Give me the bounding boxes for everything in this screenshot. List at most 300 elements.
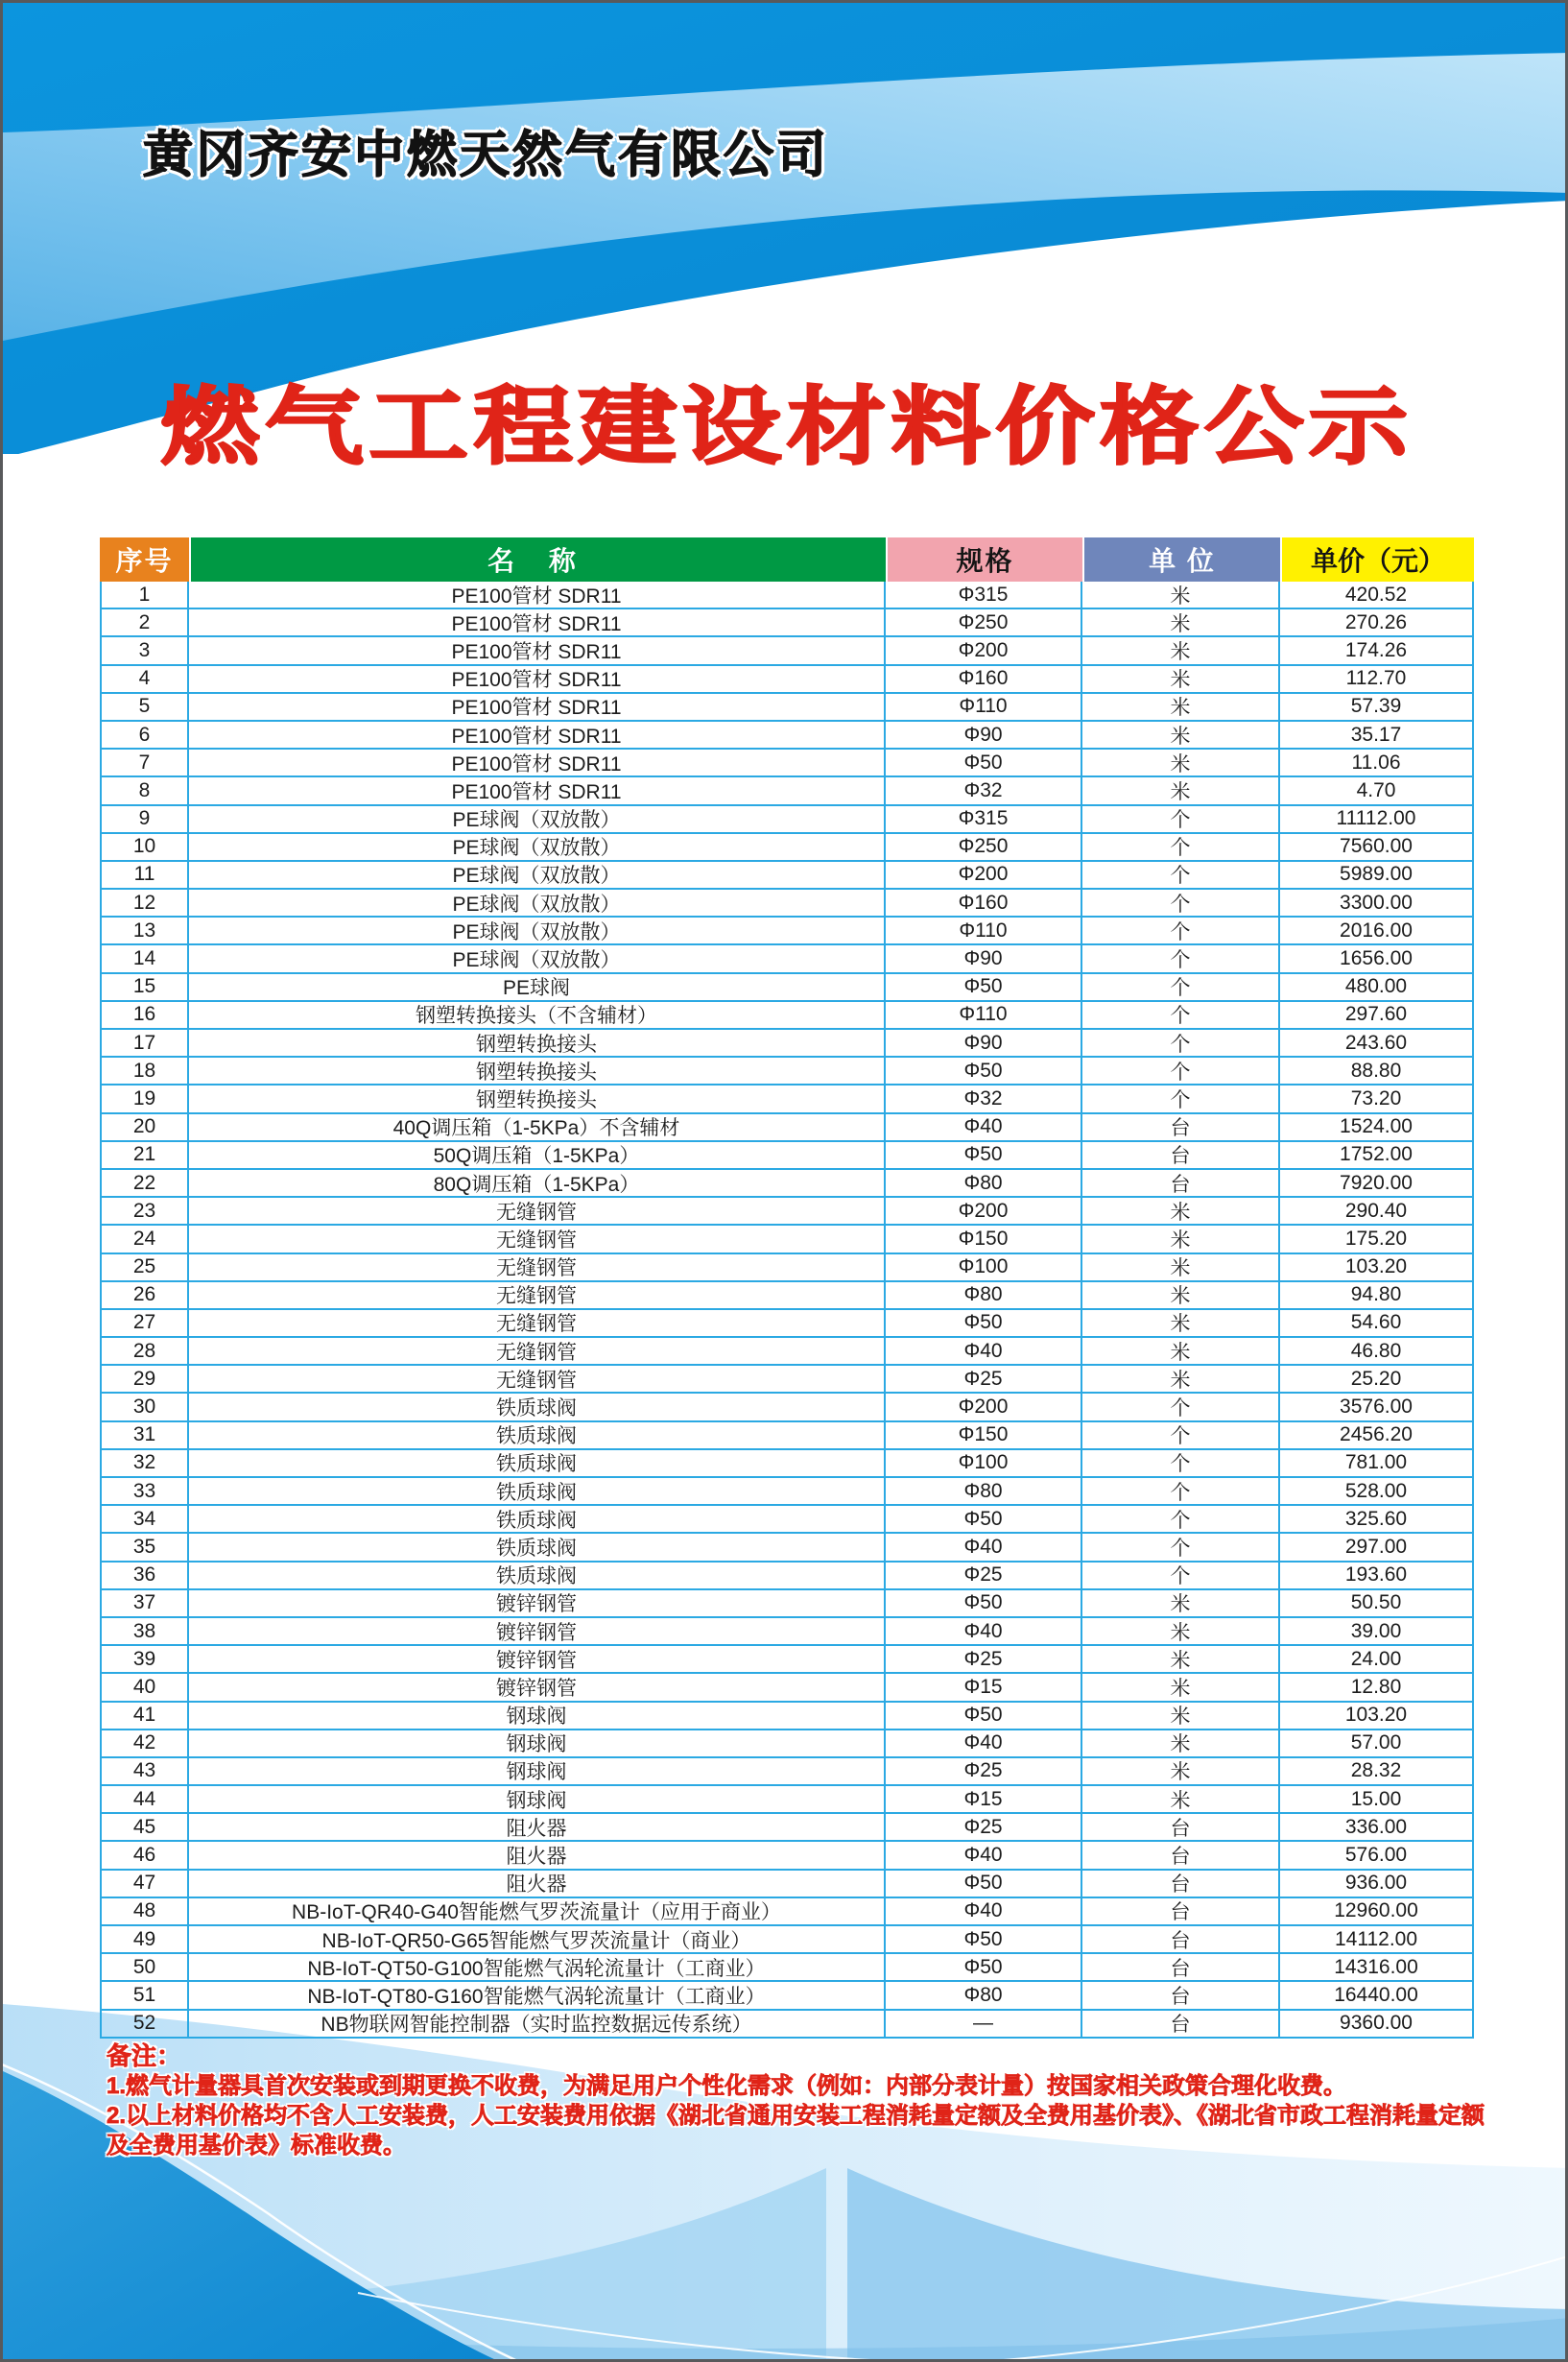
cell-name: PE100管材 SDR11	[189, 666, 886, 692]
cell-spec: Φ80	[886, 1282, 1082, 1308]
cell-index: 27	[100, 1310, 189, 1336]
cell-spec: Φ100	[886, 1450, 1082, 1476]
table-row	[100, 1982, 1474, 2010]
cell-spec: Φ40	[886, 1842, 1082, 1868]
column-header-price: 单价（元）	[1280, 537, 1474, 582]
table-row	[100, 1926, 1474, 1954]
cell-spec: Φ15	[886, 1674, 1082, 1700]
table-row	[100, 834, 1474, 862]
cell-name: 铁质球阀	[189, 1422, 886, 1448]
cell-spec: Φ32	[886, 1086, 1082, 1111]
cell-unit: 米	[1082, 1646, 1280, 1672]
cell-spec: Φ200	[886, 1198, 1082, 1224]
cell-price: 193.60	[1280, 1563, 1474, 1588]
cell-index: 37	[100, 1590, 189, 1616]
cell-unit: 台	[1082, 1926, 1280, 1952]
table-row	[100, 1478, 1474, 1506]
cell-name: 钢球阀	[189, 1703, 886, 1729]
cell-price: 480.00	[1280, 974, 1474, 1000]
cell-price: 576.00	[1280, 1842, 1474, 1868]
cell-unit: 个	[1082, 974, 1280, 1000]
cell-unit: 米	[1082, 1703, 1280, 1729]
cell-name: 铁质球阀	[189, 1506, 886, 1532]
cell-name: PE球阀（双放散）	[189, 834, 886, 860]
table-row	[100, 1114, 1474, 1142]
cell-price: 14316.00	[1280, 1954, 1474, 1980]
table-body	[100, 582, 1474, 2039]
cell-price: 2456.20	[1280, 1422, 1474, 1448]
table-row	[100, 1198, 1474, 1226]
cell-unit: 米	[1082, 1282, 1280, 1308]
cell-unit: 个	[1082, 1394, 1280, 1420]
cell-index: 24	[100, 1226, 189, 1252]
cell-index: 18	[100, 1058, 189, 1084]
cell-price: 2016.00	[1280, 918, 1474, 943]
cell-unit: 米	[1082, 1674, 1280, 1700]
table-row	[100, 1814, 1474, 1842]
cell-unit: 个	[1082, 1058, 1280, 1084]
cell-index: 6	[100, 722, 189, 748]
price-table	[100, 537, 1474, 2039]
cell-unit: 米	[1082, 750, 1280, 775]
cell-spec: Φ50	[886, 1926, 1082, 1952]
cell-price: 50.50	[1280, 1590, 1474, 1616]
cell-name: 铁质球阀	[189, 1450, 886, 1476]
table-row	[100, 1422, 1474, 1450]
cell-unit: 台	[1082, 1142, 1280, 1168]
cell-index: 52	[100, 2011, 189, 2037]
cell-name: 镀锌钢管	[189, 1674, 886, 1700]
cell-price: 73.20	[1280, 1086, 1474, 1111]
cell-name: 铁质球阀	[189, 1563, 886, 1588]
cell-name: 钢塑转换接头（不含辅材）	[189, 1002, 886, 1028]
cell-index: 1	[100, 582, 189, 608]
table-row	[100, 1618, 1474, 1646]
notes-label: 备注：	[107, 2041, 182, 2070]
cell-spec: Φ25	[886, 1758, 1082, 1784]
cell-price: 57.39	[1280, 694, 1474, 720]
cell-price: 39.00	[1280, 1618, 1474, 1644]
table-row	[100, 1842, 1474, 1870]
cell-name: 钢球阀	[189, 1758, 886, 1784]
cell-name: 无缝钢管	[189, 1226, 886, 1252]
cell-price: 1524.00	[1280, 1114, 1474, 1140]
cell-index: 33	[100, 1478, 189, 1504]
cell-price: 7560.00	[1280, 834, 1474, 860]
cell-name: PE100管材 SDR11	[189, 750, 886, 775]
column-header-unit: 单 位	[1082, 537, 1280, 582]
cell-index: 15	[100, 974, 189, 1000]
cell-name: 钢塑转换接头	[189, 1030, 886, 1056]
cell-unit: 米	[1082, 1590, 1280, 1616]
table-row	[100, 637, 1474, 665]
cell-price: 5989.00	[1280, 862, 1474, 888]
cell-price: 12960.00	[1280, 1898, 1474, 1924]
cell-unit: 米	[1082, 1758, 1280, 1784]
cell-unit: 米	[1082, 1198, 1280, 1224]
cell-price: 14112.00	[1280, 1926, 1474, 1952]
cell-spec: Φ50	[886, 1703, 1082, 1729]
cell-price: 175.20	[1280, 1226, 1474, 1252]
cell-index: 22	[100, 1170, 189, 1196]
cell-unit: 台	[1082, 1871, 1280, 1897]
table-row	[100, 777, 1474, 805]
cell-index: 44	[100, 1786, 189, 1812]
table-row	[100, 1786, 1474, 1814]
cell-name: PE球阀（双放散）	[189, 862, 886, 888]
cell-index: 36	[100, 1563, 189, 1588]
cell-name: NB-IoT-QT80-G160智能燃气涡轮流量计（工商业）	[189, 1982, 886, 2008]
cell-index: 16	[100, 1002, 189, 1028]
cell-price: 103.20	[1280, 1254, 1474, 1280]
cell-name: PE球阀（双放散）	[189, 806, 886, 832]
cell-index: 30	[100, 1394, 189, 1420]
table-row	[100, 1002, 1474, 1030]
cell-price: 336.00	[1280, 1814, 1474, 1840]
cell-index: 8	[100, 777, 189, 803]
table-row	[100, 750, 1474, 777]
column-header-index: 序号	[100, 537, 189, 582]
cell-price: 15.00	[1280, 1786, 1474, 1812]
cell-index: 46	[100, 1842, 189, 1868]
cell-name: PE球阀	[189, 974, 886, 1000]
cell-index: 29	[100, 1366, 189, 1392]
cell-spec: Φ32	[886, 777, 1082, 803]
cell-price: 297.00	[1280, 1534, 1474, 1560]
table-row	[100, 609, 1474, 637]
note-line-2: 2.以上材料价格均不含人工安装费，人工安装费用依据《湖北省通用安装工程消耗量定额及全费用基价表》、《湖北省市政工程消耗量定额及全费用基价表》标准收费。	[107, 2103, 1485, 2159]
cell-spec: Φ25	[886, 1366, 1082, 1392]
cell-index: 4	[100, 666, 189, 692]
cell-unit: 台	[1082, 1898, 1280, 1924]
cell-price: 1656.00	[1280, 945, 1474, 971]
cell-unit: 米	[1082, 722, 1280, 748]
table-row	[100, 1058, 1474, 1086]
table-row	[100, 2011, 1474, 2039]
cell-spec: Φ40	[886, 1618, 1082, 1644]
cell-price: 420.52	[1280, 582, 1474, 608]
cell-index: 19	[100, 1086, 189, 1111]
table-row	[100, 1170, 1474, 1198]
cell-price: 35.17	[1280, 722, 1474, 748]
cell-unit: 米	[1082, 1254, 1280, 1280]
cell-index: 20	[100, 1114, 189, 1140]
cell-index: 5	[100, 694, 189, 720]
cell-name: 钢塑转换接头	[189, 1086, 886, 1111]
table-row	[100, 1282, 1474, 1310]
cell-price: 4.70	[1280, 777, 1474, 803]
cell-spec: Φ25	[886, 1814, 1082, 1840]
table-row	[100, 1730, 1474, 1758]
cell-spec: Φ100	[886, 1254, 1082, 1280]
cell-unit: 台	[1082, 1170, 1280, 1196]
cell-spec: Φ110	[886, 694, 1082, 720]
cell-name: NB物联网智能控制器（实时监控数据远传系统）	[189, 2011, 886, 2037]
cell-unit: 个	[1082, 834, 1280, 860]
cell-name: 无缝钢管	[189, 1198, 886, 1224]
cell-index: 10	[100, 834, 189, 860]
table-row	[100, 1590, 1474, 1618]
cell-price: 528.00	[1280, 1478, 1474, 1504]
cell-unit: 个	[1082, 918, 1280, 943]
note-line-1: 1.燃气计量器具首次安装或到期更换不收费，为满足用户个性化需求（例如：内部分表计量）按国家相关政策合理化收费。	[107, 2073, 1347, 2099]
cell-name: 阻火器	[189, 1842, 886, 1868]
cell-index: 50	[100, 1954, 189, 1980]
cell-spec: Φ80	[886, 1478, 1082, 1504]
cell-price: 290.40	[1280, 1198, 1474, 1224]
cell-spec: Φ80	[886, 1170, 1082, 1196]
cell-spec: Φ25	[886, 1646, 1082, 1672]
cell-name: PE球阀（双放散）	[189, 890, 886, 916]
cell-index: 42	[100, 1730, 189, 1756]
cell-unit: 台	[1082, 2011, 1280, 2037]
cell-price: 270.26	[1280, 609, 1474, 635]
cell-index: 21	[100, 1142, 189, 1168]
cell-price: 9360.00	[1280, 2011, 1474, 2037]
cell-spec: Φ90	[886, 722, 1082, 748]
cell-spec: Φ40	[886, 1534, 1082, 1560]
cell-index: 49	[100, 1926, 189, 1952]
cell-unit: 米	[1082, 1618, 1280, 1644]
cell-price: 94.80	[1280, 1282, 1474, 1308]
cell-name: 无缝钢管	[189, 1310, 886, 1336]
cell-unit: 米	[1082, 1786, 1280, 1812]
table-row	[100, 890, 1474, 918]
cell-name: 钢球阀	[189, 1730, 886, 1756]
cell-name: 镀锌钢管	[189, 1618, 886, 1644]
cell-unit: 米	[1082, 637, 1280, 663]
cell-name: 铁质球阀	[189, 1534, 886, 1560]
table-row	[100, 945, 1474, 973]
cell-name: 铁质球阀	[189, 1478, 886, 1504]
cell-index: 28	[100, 1338, 189, 1364]
cell-name: PE100管材 SDR11	[189, 694, 886, 720]
table-row	[100, 1226, 1474, 1253]
cell-unit: 个	[1082, 862, 1280, 888]
cell-unit: 米	[1082, 1730, 1280, 1756]
cell-price: 16440.00	[1280, 1982, 1474, 2008]
cell-spec: Φ160	[886, 890, 1082, 916]
cell-unit: 米	[1082, 1310, 1280, 1336]
cell-name: 无缝钢管	[189, 1338, 886, 1364]
cell-name: 铁质球阀	[189, 1394, 886, 1420]
table-row	[100, 1646, 1474, 1674]
cell-spec: Φ50	[886, 1058, 1082, 1084]
table-row	[100, 862, 1474, 890]
table-row	[100, 918, 1474, 945]
cell-spec: Φ250	[886, 834, 1082, 860]
cell-unit: 米	[1082, 1226, 1280, 1252]
cell-price: 3576.00	[1280, 1394, 1474, 1420]
cell-unit: 米	[1082, 777, 1280, 803]
cell-index: 14	[100, 945, 189, 971]
table-row	[100, 1563, 1474, 1590]
cell-spec: Φ40	[886, 1114, 1082, 1140]
cell-name: 镀锌钢管	[189, 1590, 886, 1616]
cell-spec: Φ40	[886, 1898, 1082, 1924]
cell-name: 阻火器	[189, 1871, 886, 1897]
cell-index: 41	[100, 1703, 189, 1729]
cell-spec: Φ50	[886, 750, 1082, 775]
cell-unit: 台	[1082, 1954, 1280, 1980]
cell-unit: 个	[1082, 945, 1280, 971]
cell-unit: 个	[1082, 1563, 1280, 1588]
cell-spec: Φ200	[886, 862, 1082, 888]
cell-name: 80Q调压箱（1-5KPa）	[189, 1170, 886, 1196]
cell-spec: Φ15	[886, 1786, 1082, 1812]
cell-spec: Φ40	[886, 1338, 1082, 1364]
cell-unit: 个	[1082, 1030, 1280, 1056]
cell-spec: Φ150	[886, 1422, 1082, 1448]
table-row	[100, 1086, 1474, 1113]
table-row	[100, 1030, 1474, 1058]
cell-spec: Φ110	[886, 918, 1082, 943]
cell-spec: Φ50	[886, 974, 1082, 1000]
cell-name: PE100管材 SDR11	[189, 582, 886, 608]
cell-price: 28.32	[1280, 1758, 1474, 1784]
cell-price: 88.80	[1280, 1058, 1474, 1084]
cell-index: 51	[100, 1982, 189, 2008]
cell-index: 3	[100, 637, 189, 663]
table-row	[100, 1871, 1474, 1898]
company-name: 黄冈齐安中燃天然气有限公司	[143, 128, 830, 183]
cell-spec: Φ315	[886, 582, 1082, 608]
cell-name: 无缝钢管	[189, 1254, 886, 1280]
cell-price: 24.00	[1280, 1646, 1474, 1672]
column-header-spec: 规格	[886, 537, 1082, 582]
cell-index: 47	[100, 1871, 189, 1897]
cell-unit: 个	[1082, 1450, 1280, 1476]
column-header-name: 名 称	[189, 537, 886, 582]
cell-spec: Φ80	[886, 1982, 1082, 2008]
cell-spec: Φ25	[886, 1563, 1082, 1588]
cell-spec: Φ50	[886, 1871, 1082, 1897]
cell-unit: 个	[1082, 890, 1280, 916]
poster-title-wrap	[3, 360, 1568, 481]
cell-spec: Φ160	[886, 666, 1082, 692]
cell-spec: Φ50	[886, 1954, 1082, 1980]
cell-name: 阻火器	[189, 1814, 886, 1840]
table-row	[100, 1366, 1474, 1394]
cell-spec: Φ90	[886, 945, 1082, 971]
table-row	[100, 1394, 1474, 1421]
table-row	[100, 1898, 1474, 1926]
cell-spec: Φ40	[886, 1730, 1082, 1756]
cell-name: 40Q调压箱（1-5KPa）不含辅材	[189, 1114, 886, 1140]
table-row	[100, 666, 1474, 694]
cell-index: 34	[100, 1506, 189, 1532]
table-row	[100, 1674, 1474, 1702]
cell-index: 11	[100, 862, 189, 888]
cell-index: 13	[100, 918, 189, 943]
cell-index: 31	[100, 1422, 189, 1448]
cell-unit: 米	[1082, 1338, 1280, 1364]
table-row	[100, 1954, 1474, 1982]
cell-price: 936.00	[1280, 1871, 1474, 1897]
cell-index: 23	[100, 1198, 189, 1224]
cell-name: 钢塑转换接头	[189, 1058, 886, 1084]
table-row	[100, 694, 1474, 722]
cell-unit: 台	[1082, 1982, 1280, 2008]
cell-name: 镀锌钢管	[189, 1646, 886, 1672]
cell-unit: 台	[1082, 1814, 1280, 1840]
cell-unit: 台	[1082, 1114, 1280, 1140]
cell-name: PE球阀（双放散）	[189, 945, 886, 971]
table-row	[100, 1338, 1474, 1366]
cell-name: 无缝钢管	[189, 1282, 886, 1308]
poster-title: 燃气工程建设材料价格公示	[160, 379, 1414, 474]
cell-unit: 个	[1082, 806, 1280, 832]
cell-name: PE100管材 SDR11	[189, 609, 886, 635]
cell-unit: 个	[1082, 1534, 1280, 1560]
cell-index: 32	[100, 1450, 189, 1476]
cell-index: 39	[100, 1646, 189, 1672]
cell-spec: Φ150	[886, 1226, 1082, 1252]
table-row	[100, 1310, 1474, 1338]
cell-price: 297.60	[1280, 1002, 1474, 1028]
cell-price: 25.20	[1280, 1366, 1474, 1392]
cell-index: 7	[100, 750, 189, 775]
cell-price: 57.00	[1280, 1730, 1474, 1756]
cell-price: 243.60	[1280, 1030, 1474, 1056]
table-row	[100, 582, 1474, 609]
cell-index: 38	[100, 1618, 189, 1644]
cell-unit: 个	[1082, 1422, 1280, 1448]
cell-unit: 米	[1082, 582, 1280, 608]
cell-index: 43	[100, 1758, 189, 1784]
table-row	[100, 1450, 1474, 1478]
cell-name: 钢球阀	[189, 1786, 886, 1812]
cell-unit: 个	[1082, 1086, 1280, 1111]
cell-unit: 米	[1082, 694, 1280, 720]
table-row	[100, 722, 1474, 750]
cell-spec: Φ50	[886, 1506, 1082, 1532]
cell-price: 7920.00	[1280, 1170, 1474, 1196]
cell-name: NB-IoT-QR50-G65智能燃气罗茨流量计（商业）	[189, 1926, 886, 1952]
cell-index: 12	[100, 890, 189, 916]
cell-index: 2	[100, 609, 189, 635]
cell-price: 112.70	[1280, 666, 1474, 692]
cell-index: 35	[100, 1534, 189, 1560]
cell-unit: 台	[1082, 1842, 1280, 1868]
cell-name: NB-IoT-QT50-G100智能燃气涡轮流量计（工商业）	[189, 1954, 886, 1980]
cell-price: 174.26	[1280, 637, 1474, 663]
cell-price: 325.60	[1280, 1506, 1474, 1532]
cell-index: 26	[100, 1282, 189, 1308]
cell-spec: Φ110	[886, 1002, 1082, 1028]
cell-price: 12.80	[1280, 1674, 1474, 1700]
table-row	[100, 1703, 1474, 1730]
cell-spec: Φ50	[886, 1142, 1082, 1168]
cell-index: 25	[100, 1254, 189, 1280]
table-row	[100, 1254, 1474, 1282]
table-header-row	[100, 537, 1474, 582]
cell-spec: Φ250	[886, 609, 1082, 635]
cell-price: 1752.00	[1280, 1142, 1474, 1168]
cell-spec: Φ50	[886, 1310, 1082, 1336]
cell-unit: 个	[1082, 1002, 1280, 1028]
cell-name: PE100管材 SDR11	[189, 722, 886, 748]
cell-price: 11.06	[1280, 750, 1474, 775]
cell-index: 17	[100, 1030, 189, 1056]
cell-price: 54.60	[1280, 1310, 1474, 1336]
cell-unit: 米	[1082, 609, 1280, 635]
cell-name: 50Q调压箱（1-5KPa）	[189, 1142, 886, 1168]
cell-index: 48	[100, 1898, 189, 1924]
cell-name: 无缝钢管	[189, 1366, 886, 1392]
cell-index: 9	[100, 806, 189, 832]
cell-index: 40	[100, 1674, 189, 1700]
